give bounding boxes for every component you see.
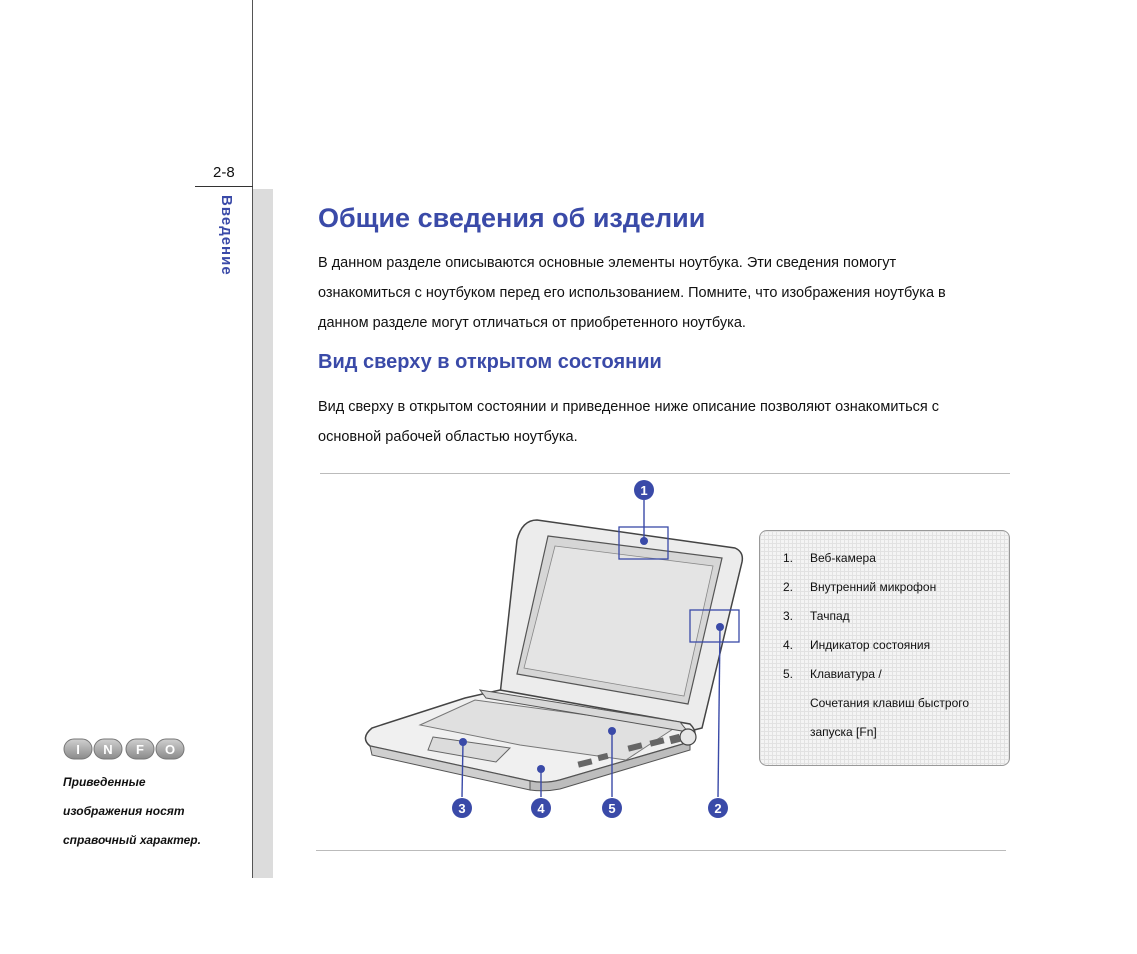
laptop-illustration <box>330 477 750 822</box>
callout-3 <box>452 798 472 818</box>
intro-paragraph: В данном разделе описываются основные элементы ноутбука. Эти сведения помогут ознакомиться с ноутбуком перед его использованием. Помните, что изображения ноутбука в данном разделе могут отличаться от приобретенного ноутбука. <box>318 255 946 331</box>
info-note: Приведенные изображения носят справочный характер. <box>63 775 201 847</box>
legend-item: 5. Клавиатура / Сочетания клавиш быстрого запуска [Fn] <box>783 667 970 739</box>
section-paragraph: Вид сверху в открытом состоянии и приведенное ниже описание позволяют ознакомиться с основной рабочей областью ноутбука. <box>318 399 940 445</box>
svg-text:1: 1 <box>640 483 648 498</box>
legend-item: 2. Внутренний микрофон <box>783 580 937 594</box>
page-number: 2-8 <box>213 164 235 181</box>
component-legend <box>759 530 1010 766</box>
callout-2 <box>708 798 728 818</box>
svg-text:I: I <box>76 742 80 757</box>
svg-text:N: N <box>103 742 113 757</box>
legend-item: 4. Индикатор состояния <box>783 638 931 652</box>
legend-item: 1. Веб-камера <box>783 551 876 565</box>
svg-text:F: F <box>136 742 144 757</box>
callout-4 <box>531 798 551 818</box>
legend-item: 3. Тачпад <box>783 609 850 623</box>
figure-top-rule <box>320 473 1010 474</box>
svg-text:O: O <box>164 742 176 757</box>
callout-5 <box>602 798 622 818</box>
section-sidebar-bar <box>253 189 273 878</box>
callout-1 <box>634 480 654 500</box>
info-logo <box>63 738 185 760</box>
section-heading: Вид сверху в открытом состоянии <box>318 351 662 373</box>
svg-text:3: 3 <box>458 801 466 816</box>
figure-bottom-rule <box>316 850 1006 851</box>
page-title: Общие сведения об изделии <box>318 203 706 233</box>
section-label: Введение <box>218 195 235 276</box>
svg-text:4: 4 <box>537 801 545 816</box>
svg-text:2: 2 <box>714 801 722 816</box>
page-number-rule <box>195 186 253 187</box>
svg-text:5: 5 <box>608 801 616 816</box>
